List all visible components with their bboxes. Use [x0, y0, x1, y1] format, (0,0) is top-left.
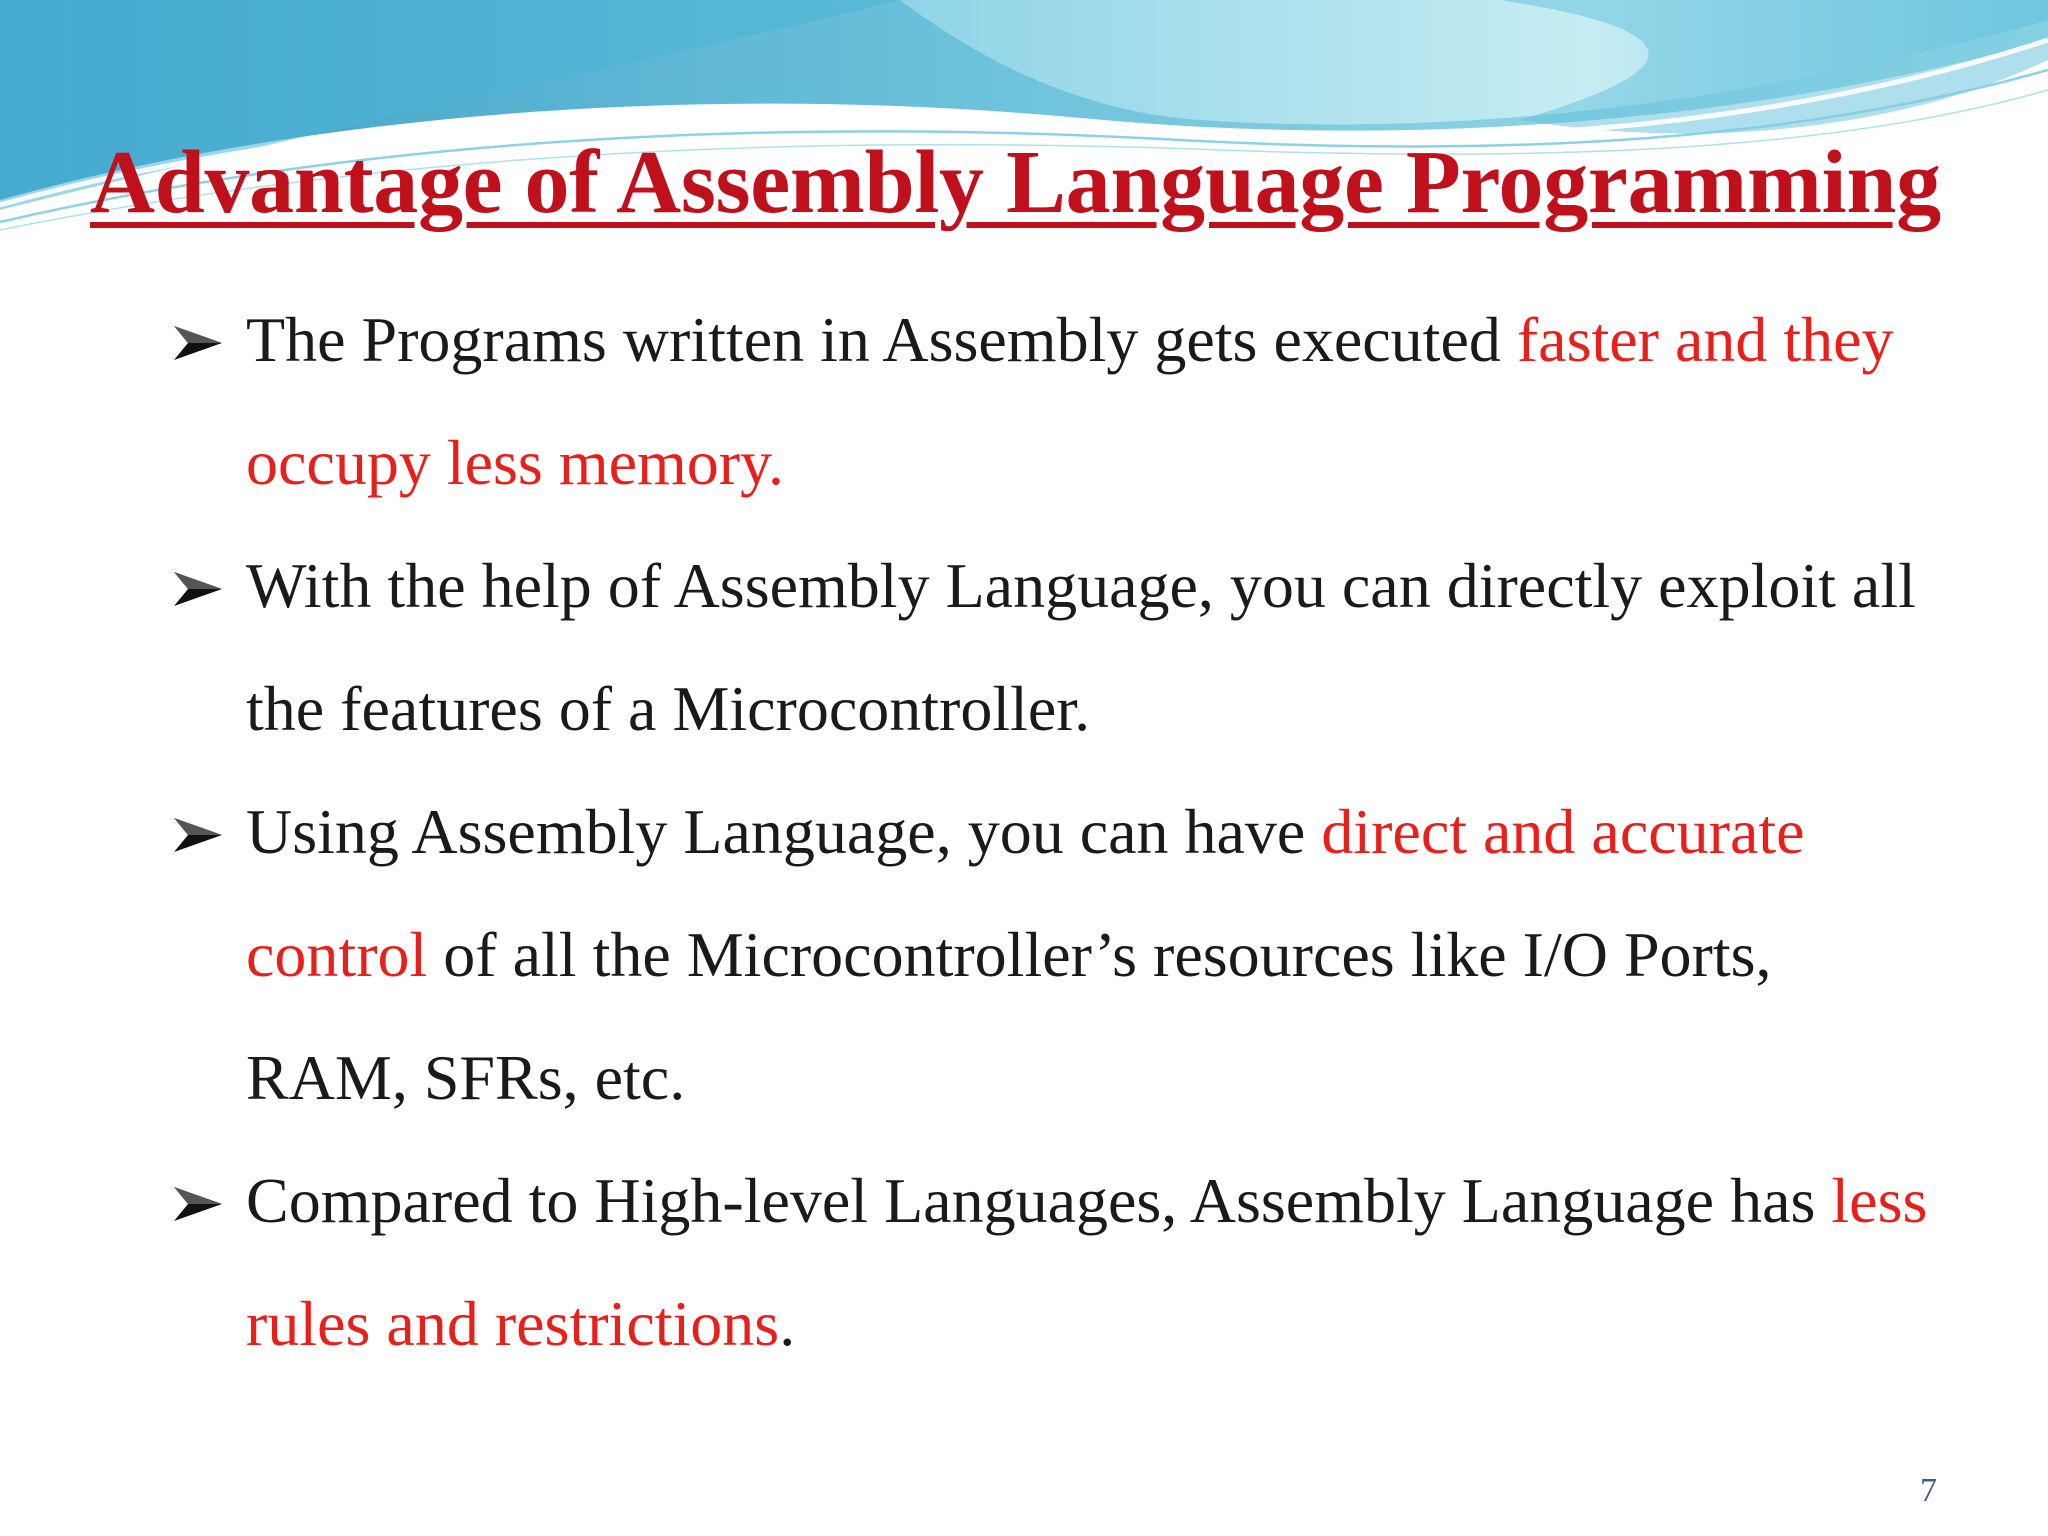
bullet-item: [168, 770, 1928, 1139]
bullet-item: [168, 1139, 1928, 1385]
bullet-text-segment: of all the Microcontroller’s resources like I/O Ports, RAM, SFRs, etc.: [246, 919, 1772, 1113]
bullet-text: [246, 1165, 1927, 1359]
arrowhead-bullet-icon: [172, 816, 224, 854]
bullet-item: [168, 524, 1928, 770]
page-number: 7: [1920, 1472, 1937, 1509]
slide-title: Advantage of Assembly Language Programming: [90, 133, 1941, 232]
bullet-text: [246, 304, 1894, 498]
arrowhead-bullet-icon: [172, 324, 224, 362]
bullet-text-segment: .: [779, 1288, 796, 1359]
bullet-highlight-segment: less rules and restrictions: [246, 1165, 1928, 1359]
bullet-text: [246, 796, 1805, 1113]
bullet-text-segment: Using Assembly Language, you can have: [246, 796, 1322, 867]
bullet-highlight-segment: direct and accurate control: [246, 796, 1805, 990]
bullet-highlight-segment: faster and they occupy less memory.: [246, 304, 1894, 498]
bullet-text-segment: The Programs written in Assembly gets executed: [246, 304, 1517, 375]
bullet-list: [168, 278, 1928, 1385]
bullet-text: [246, 550, 1916, 744]
bullet-text-segment: With the help of Assembly Language, you can directly exploit all the features of a Microcontroller.: [246, 550, 1916, 744]
arrowhead-bullet-icon: [172, 1185, 224, 1223]
arrowhead-bullet-icon: [172, 570, 224, 608]
bullet-item: [168, 278, 1928, 524]
bullet-text-segment: Compared to High-level Languages, Assembly Language has: [246, 1165, 1832, 1236]
